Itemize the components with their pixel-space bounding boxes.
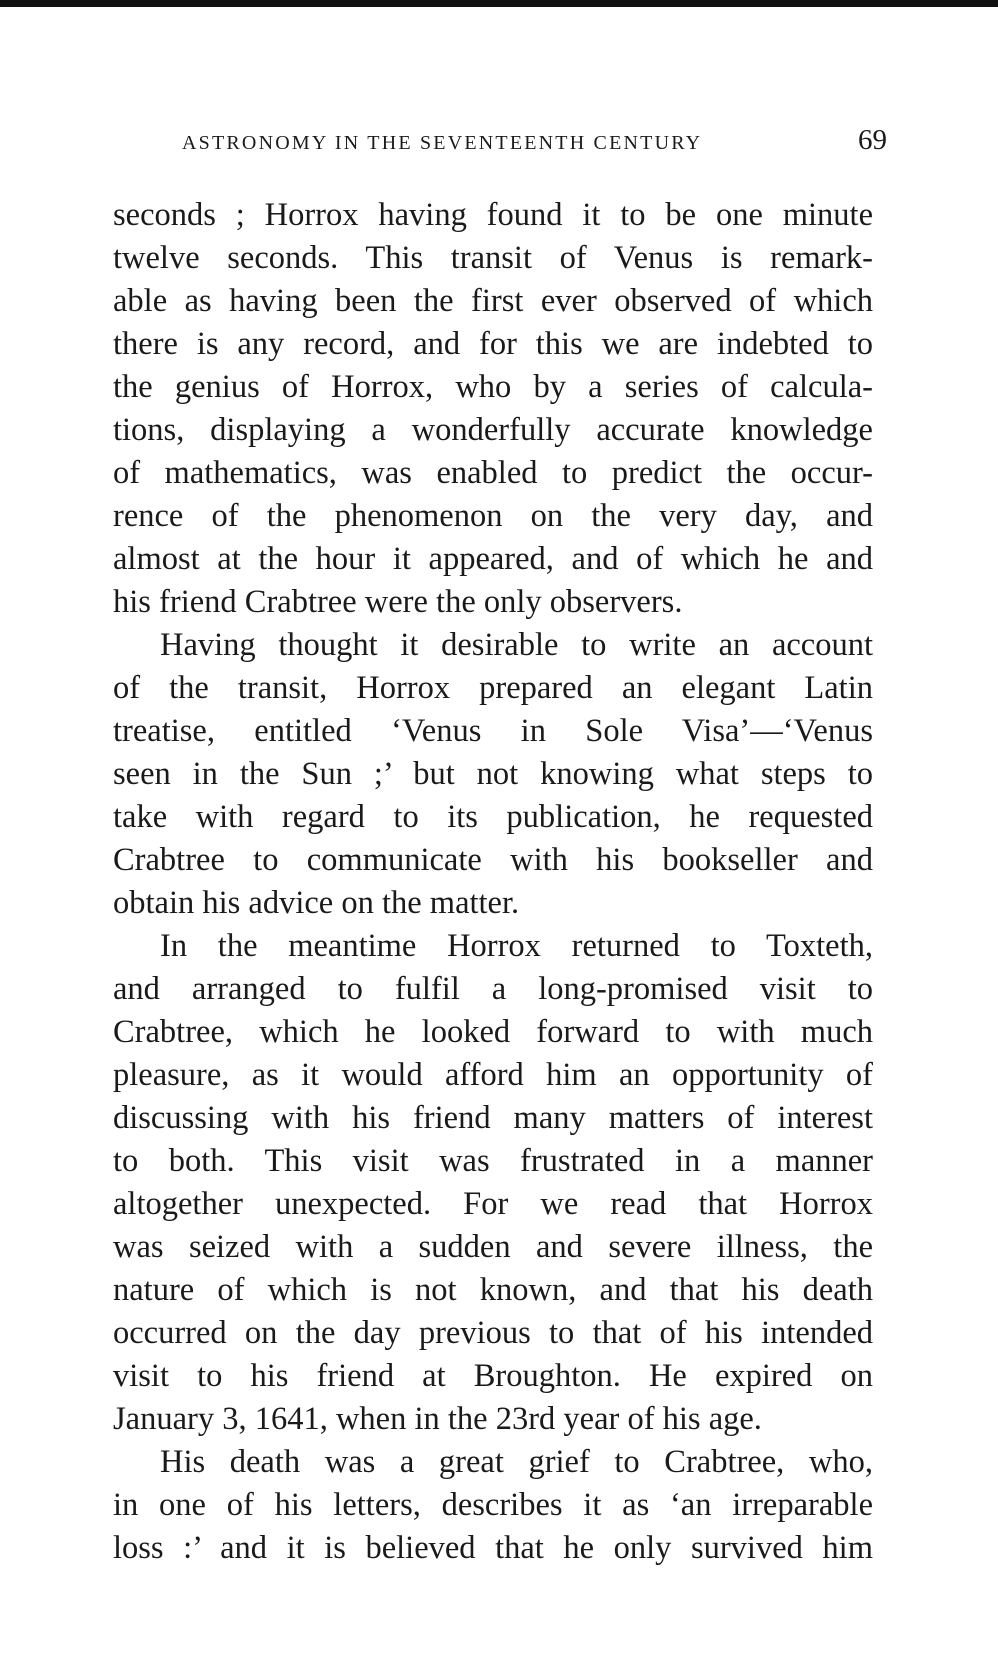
text-line: there is any record, and for this we are indebted to — [113, 326, 873, 362]
text-line: obtain his advice on the matter. — [113, 885, 520, 921]
text-line: rence of the phenomenon on the very day, and — [113, 498, 873, 534]
text-line: almost at the hour it appeared, and of which he and — [113, 541, 873, 577]
text-line: of mathematics, was enabled to predict the occur- — [113, 455, 873, 491]
text-line: twelve seconds. This transit of Venus is remark- — [113, 240, 873, 276]
text-line: Crabtree, which he looked forward to with much — [113, 1014, 873, 1050]
text-line: was seized with a sudden and severe illness, the — [113, 1229, 873, 1265]
text-line: Crabtree to communicate with his bookseller and — [113, 842, 873, 878]
text-line: His death was a great grief to Crabtree, who, — [160, 1444, 873, 1480]
text-line: take with regard to its publication, he requested — [113, 799, 873, 835]
paragraph-1 — [113, 194, 873, 624]
text-line: visit to his friend at Broughton. He expired on — [113, 1358, 873, 1394]
paragraph-2 — [113, 624, 873, 925]
text-line: occurred on the day previous to that of his intended — [113, 1315, 873, 1351]
text-line: able as having been the first ever observed of which — [113, 283, 873, 319]
running-head — [182, 124, 887, 164]
text-line: Having thought it desirable to write an account — [160, 627, 873, 663]
text-line: tions, displaying a wonderfully accurate knowledge — [113, 412, 873, 448]
text-line: discussing with his friend many matters of interest — [113, 1100, 873, 1136]
text-line: nature of which is not known, and that his death — [113, 1272, 873, 1308]
text-line: loss :’ and it is believed that he only survived him — [113, 1530, 873, 1566]
text-line: seconds ; Horrox having found it to be one minute — [113, 197, 873, 233]
text-line: his friend Crabtree were the only observers. — [113, 584, 683, 620]
top-rule — [0, 0, 998, 7]
text-line: of the transit, Horrox prepared an elegant Latin — [113, 670, 873, 706]
text-line: in one of his letters, describes it as ‘an irreparable — [113, 1487, 873, 1523]
text-line: treatise, entitled ‘Venus in Sole Visa’—‘Venus — [113, 713, 873, 749]
page-number: 69 — [858, 124, 887, 156]
body-text — [113, 194, 873, 1570]
paragraph-4 — [113, 1441, 873, 1570]
text-line: In the meantime Horrox returned to Toxteth, — [160, 928, 873, 964]
text-line: to both. This visit was frustrated in a manner — [113, 1143, 873, 1179]
text-line: seen in the Sun ;’ but not knowing what steps to — [113, 756, 873, 792]
text-line: altogether unexpected. For we read that Horrox — [113, 1186, 873, 1222]
text-line: and arranged to fulfil a long-promised visit to — [113, 971, 873, 1007]
running-title: ASTRONOMY IN THE SEVENTEENTH CENTURY — [182, 132, 703, 154]
text-line: pleasure, as it would afford him an opportunity of — [113, 1057, 873, 1093]
text-line: January 3, 1641, when in the 23rd year of his age. — [113, 1401, 762, 1437]
paragraph-3 — [113, 925, 873, 1441]
text-line: the genius of Horrox, who by a series of calcula- — [113, 369, 873, 405]
